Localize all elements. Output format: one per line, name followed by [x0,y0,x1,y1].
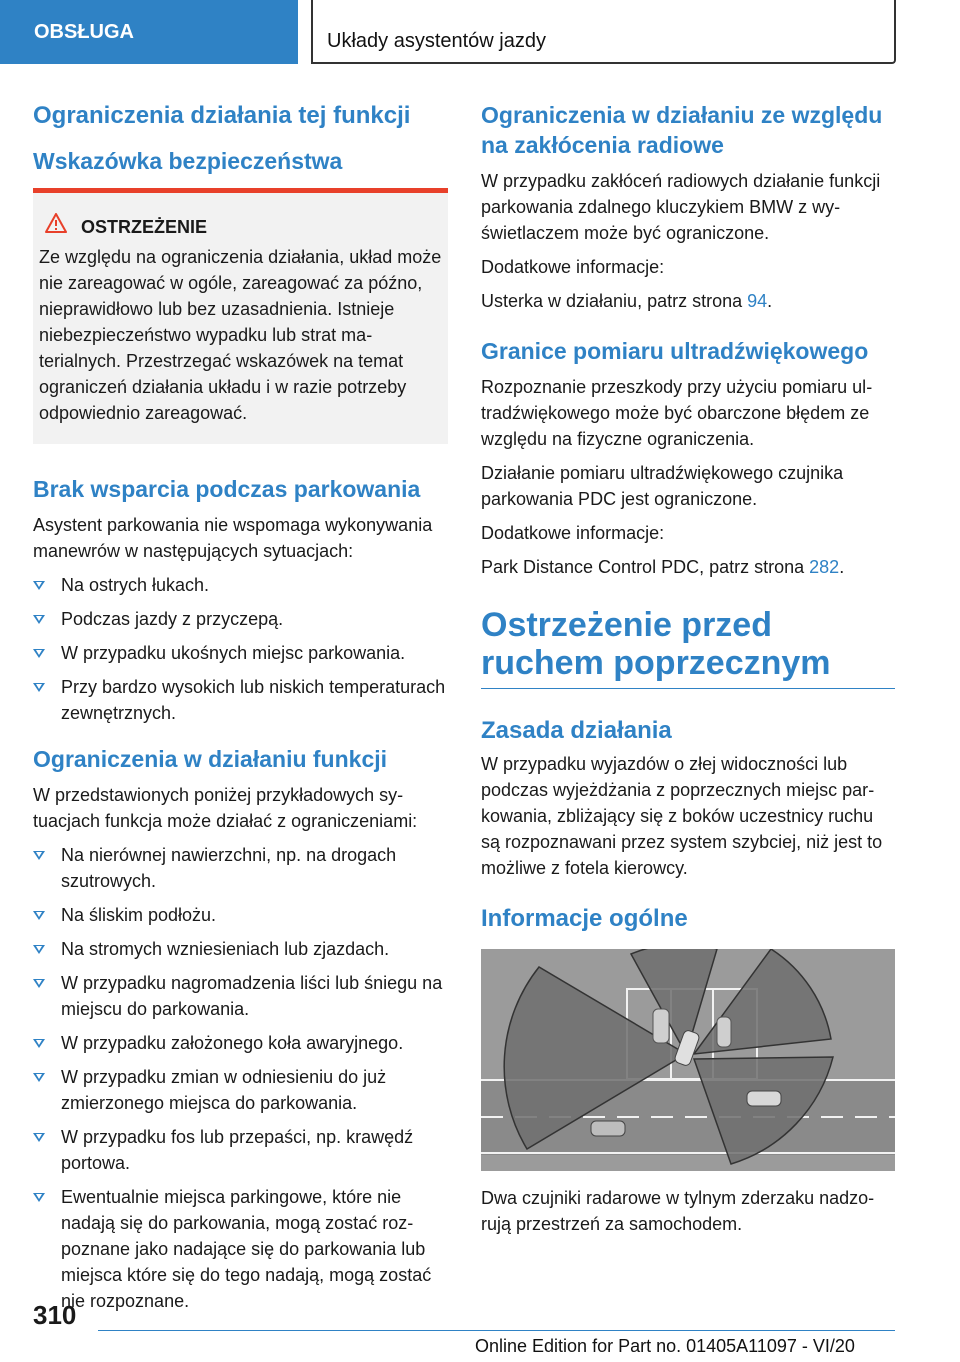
no-support-intro: Asystent parkowania nie wspomaga wykonywania manewrów w następujących sytuacjach: [33,515,433,561]
list-item: Ewentualnie miejsca parkingowe, które nie nadają się do parkowania, mogą zostać rozpoznane jako nadające się do parkowania lub miejsca które się do tego nadają, mogą zostać nie rozpoznane. [33,1184,448,1314]
bullet-triangle-icon [33,1073,45,1082]
heading-cross-traffic: Ostrzeżenie przed ruchem poprzecznym [481,606,831,682]
list-item: W przypadku zmian w odniesieniu do już zmierzonego miejsca do parkowania. [33,1064,448,1116]
bullet-triangle-icon [33,1039,45,1048]
radio-more-info: Dodatkowe informacje: [481,257,665,277]
list-item: W przypadku założonego koła awaryjnego. [33,1030,448,1056]
ultra-text-2: Działanie pomiaru ultradźwiękowego czujnika parkowania PDC jest ograniczone. [481,463,844,509]
warning-box [33,188,448,444]
list-item: Przy bardzo wysokich lub niskich temperaturach zewnętrznych. [33,674,448,726]
bullet-triangle-icon [33,911,45,920]
figure-caption: Dwa czujniki radarowe w tylnym zderzaku nadzorują przestrzeń za samochodem. [481,1188,875,1234]
left-column [33,100,448,1332]
bullet-triangle-icon [33,945,45,954]
list-item: Na ostrych łukach. [33,572,448,598]
list-item: W przypadku fos lub przepaści, np. krawędź portowa. [33,1124,448,1176]
list-item: W przypadku nagromadzenia liści lub śniegu na miejscu do parkowania. [33,970,448,1022]
list-item: W przypadku ukośnych miejsc parkowania. [33,640,448,666]
heading-function-limits: Ograniczenia działania tej funkcji [33,102,411,129]
radio-reference: Usterka w działaniu, patrz strona 94. [481,291,773,311]
no-support-list [33,572,448,726]
heading-no-support: Brak wsparcia podczas parkowania [33,476,421,502]
list-item: Na śliskim podłożu. [33,902,448,928]
radio-text: W przypadku zakłóceń radiowych działanie funkcji parkowania zdalnego kluczykiem BMW z wyświetlaczem może być ograniczone. [481,171,881,243]
cross-traffic-illustration [481,949,895,1171]
heading-ultrasonic: Granice pomiaru ultradźwiękowego [481,338,869,364]
restrictions-list [33,842,448,1314]
chapter-heading-block [481,606,895,689]
bullet-triangle-icon [33,1193,45,1202]
illustration-svg [481,949,895,1171]
heading-principle: Zasada działania [481,717,672,744]
list-item: Na nierównej nawierzchni, np. na drogach szutrowych. [33,842,448,894]
ultra-reference: Park Distance Control PDC, patrz strona 282. [481,557,845,577]
footer-edition: Online Edition for Part no. 01405A11097 - VI/20 [475,1336,855,1356]
chapter-title: Układy asystentów jazdy [311,0,896,64]
warning-title [39,213,442,240]
bullet-triangle-icon [33,615,45,624]
heading-restrictions: Ograniczenia w działaniu funkcji [33,746,388,772]
bullet-triangle-icon [33,979,45,988]
warning-triangle-icon [45,213,67,240]
heading-general-info: Informacje ogólne [481,905,688,932]
bullet-triangle-icon [33,649,45,658]
principle-text: W przypadku wyjazdów o złej widoczności lub podczas wyjeżdżania z poprzecznych miejsc parkowania, zbliżający się z boków uczestnicy ruchu są rozpoznawani przez system szybciej, niż jest to możliwe z fotela kierowcy. [481,754,883,878]
bullet-triangle-icon [33,581,45,590]
page-number: 310 [33,1300,77,1330]
section-tab: OBSŁUGA [0,0,298,64]
heading-radio-interference: Ograniczenia w działaniu ze względu na zakłócenia radiowe [481,102,883,158]
warning-title-text: OSTRZEŻENIE [81,216,208,237]
ultra-more-info: Dodatkowe informacje: [481,523,665,543]
footer-rule [98,1330,895,1331]
page-link-282[interactable]: 282 [809,557,840,577]
bullet-triangle-icon [33,1133,45,1142]
ultra-text-1: Rozpoznanie przeszkody przy użyciu pomiaru ultradźwiękowego może być obarczone błędem ze względu na fizyczne ograniczenia. [481,377,873,449]
list-item: Podczas jazdy z przyczepą. [33,606,448,632]
page-link-94[interactable]: 94 [747,291,768,311]
heading-safety-note: Wskazówka bezpieczeństwa [33,148,343,174]
bullet-triangle-icon [33,683,45,692]
warning-text: Ze względu na ograniczenia działania, układ może nie zareagować w ogóle, zareagować za późno, nieprawidłowo lub bez uzasadnienia. Istnieje niebezpieczeństwo wypadku lub strat materialnych. Przestrzegać wskazówek na temat ograniczeń działania układu i w razie potrzeby odpowiednio zareagować. [39,247,442,423]
right-column [481,100,895,1245]
restrictions-intro: W przedstawionych poniżej przykładowych sytuacjach funkcja może działać z ograniczeniami: [33,785,418,831]
bullet-triangle-icon [33,851,45,860]
list-item: Na stromych wzniesieniach lub zjazdach. [33,936,448,962]
